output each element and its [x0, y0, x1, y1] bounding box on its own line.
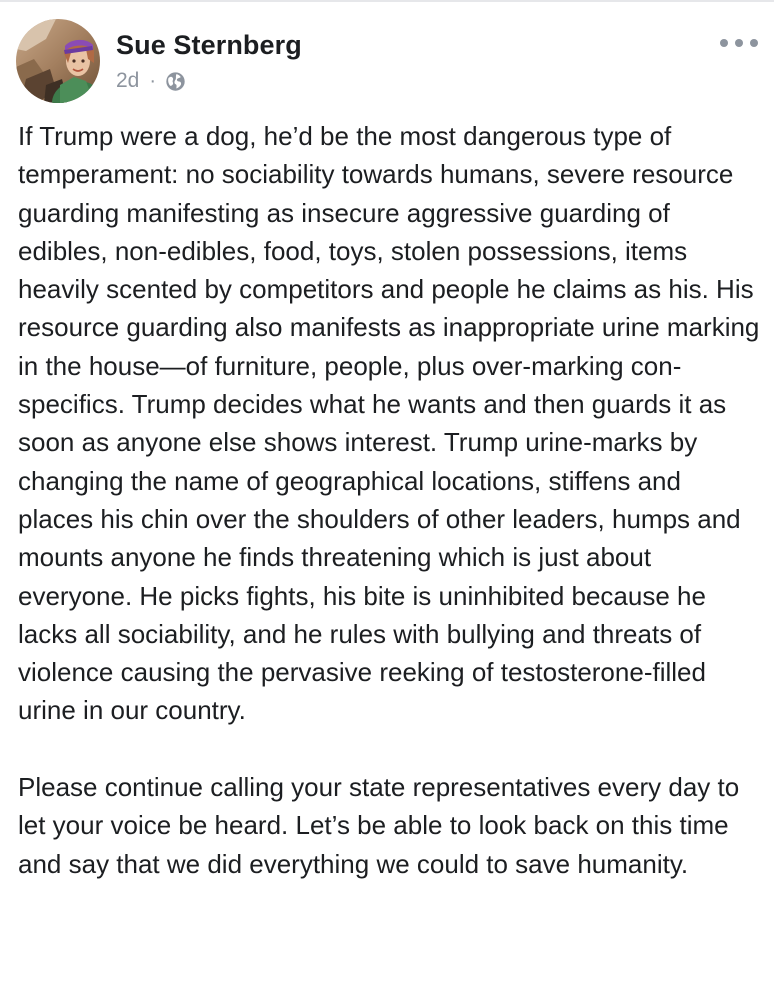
- more-dot: [735, 39, 743, 47]
- post-meta: [116, 69, 186, 93]
- more-options-icon[interactable]: [720, 35, 758, 51]
- avatar[interactable]: [16, 19, 100, 103]
- post-header: [16, 19, 758, 105]
- globe-icon[interactable]: [165, 71, 186, 92]
- post-paragraph: Please continue calling your state representatives every day to let your voice be heard. Let’s be able to look back on this time and say that we did everything we could to save humanity.: [18, 772, 740, 879]
- post-timestamp[interactable]: 2d: [116, 69, 140, 92]
- more-dot: [720, 39, 728, 47]
- post-paragraph: If Trump were a dog, he’d be the most dangerous type of temperament: no sociability towards humans, severe resource guarding manifesting as insecure aggressive guarding of edibles, non-edibles, food, toys, stolen possessions, items heavily scented by competitors and people he claims as his. His resource guarding also manifests as inappropriate urine marking in the house—of furniture, people, plus over-marking con-specifics. Trump decides what he wants and then guards it as soon as anyone else shows interest. Trump urine-marks by changing the name of geographical locations, stiffens and places his chin over the shoulders of other leaders, humps and mounts anyone he finds threatening which is just about everyone. He picks fights, his bite is uninhibited because he lacks all sociability, and he rules with bullying and threats of violence causing the pervasive reeking of testosterone-filled urine in our country.: [18, 121, 760, 726]
- post-text: [18, 117, 760, 883]
- author-name[interactable]: Sue Sternberg: [116, 30, 302, 60]
- more-dot: [750, 39, 758, 47]
- meta-separator: ·: [149, 69, 157, 92]
